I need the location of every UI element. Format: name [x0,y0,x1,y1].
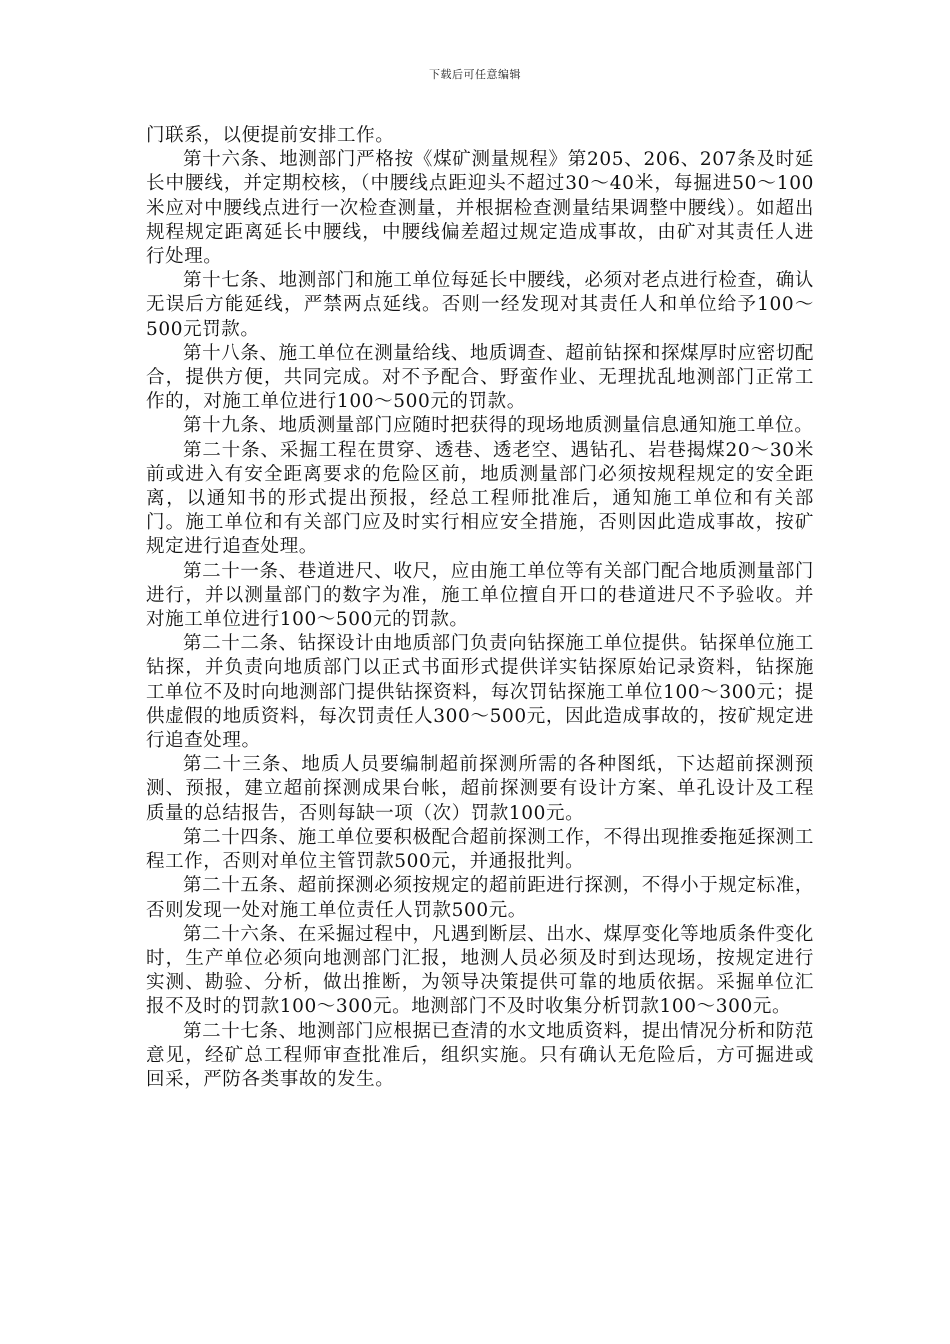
article-17: 第十七条、地测部门和施工单位每延长中腰线，必须对老点进行检查，确认无误后方能延线，严禁两点延线。否则一经发现对其责任人和单位给予100～500元罚款。 [146,270,814,340]
article-24: 第二十四条、施工单位要积极配合超前探测工作，不得出现推委拖延探测工程工作，否则对单位主管罚款500元，并通报批判。 [146,826,814,873]
article-27: 第二十七条、地测部门应根据已查清的水文地质资料，提出情况分析和防范意见，经矿总工程师审查批准后，组织实施。只有确认无危险后，方可掘进或回采，严防各类事故的发生。 [146,1020,814,1090]
article-20: 第二十条、采掘工程在贯穿、透巷、透老空、遇钻孔、岩巷揭煤20～30米前或进入有安全距离要求的危险区前，地质测量部门必须按规程规定的安全距离，以通知书的形式提出预报，经总工程师批准后，通知施工单位和有关部门。施工单位和有关部门应及时实行相应安全措施，否则因此造成事故，按矿规定进行追查处理。 [146,439,814,558]
page-header: 下载后可任意编辑 [429,68,521,81]
article-21: 第二十一条、巷道进尺、收尺，应由施工单位等有关部门配合地质测量部门进行，并以测量部门的数字为准，施工单位擅自开口的巷道进尺不予验收。并对施工单位进行100～500元的罚款。 [146,560,814,631]
article-22: 第二十二条、钻探设计由地质部门负责向钻探施工单位提供。钻探单位施工钻探，并负责向地质部门以正式书面形式提供详实钻探原始记录资料，钻探施工单位不及时向地测部门提供钻探资料，每次罚钻探施工单位100～300元；提供虚假的地质资料，每次罚责任人300～500元，因此造成事故的，按矿规定进行追查处理。 [146,633,814,752]
article-16: 第十六条、地测部门严格按《煤矿测量规程》第205、206、207条及时延长中腰线，并定期校核，（中腰线点距迎头不超过30～40米，每掘进50～100米应对中腰线点进行一次检查测量，并根据检查测量结果调整中腰线）。如超出规程规定距离延长中腰线，中腰线偏差超过规定造成事故，由矿对其责任人进行处理。 [146,149,814,268]
article-23: 第二十三条、地质人员要编制超前探测所需的各种图纸，下达超前探测预测、预报，建立超前探测成果台帐，超前探测要有设计方案、单孔设计及工程质量的总结报告，否则每缺一项（次）罚款100元。 [146,754,814,824]
article-25: 第二十五条、超前探测必须按规定的超前距进行探测，不得小于规定标准，否则发现一处对施工单位责任人罚款500元。 [146,875,814,921]
article-26: 第二十六条、在采掘过程中，凡遇到断层、出水、煤厚变化等地质条件变化时，生产单位必须向地测部门汇报，地测人员必须及时到达现场，按规定进行实测、勘验、分析，做出推断，为领导决策提供可靠的地质依据。采掘单位汇报不及时的罚款100～300元。地测部门不及时收集分析罚款100～300元。 [146,923,814,1018]
article-19: 第十九条、地质测量部门应随时把获得的现场地质测量信息通知施工单位。 [183,415,814,437]
paragraph-continuation: 门联系，以便提前安排工作。 [146,125,395,146]
article-18: 第十八条、施工单位在测量给线、地质调查、超前钻探和探煤厚时应密切配合，提供方便，共同完成。对不予配合、野蛮作业、无理扰乱地测部门正常工作的，对施工单位进行100～500元的罚款。 [146,342,814,413]
document-body [146,124,814,1092]
